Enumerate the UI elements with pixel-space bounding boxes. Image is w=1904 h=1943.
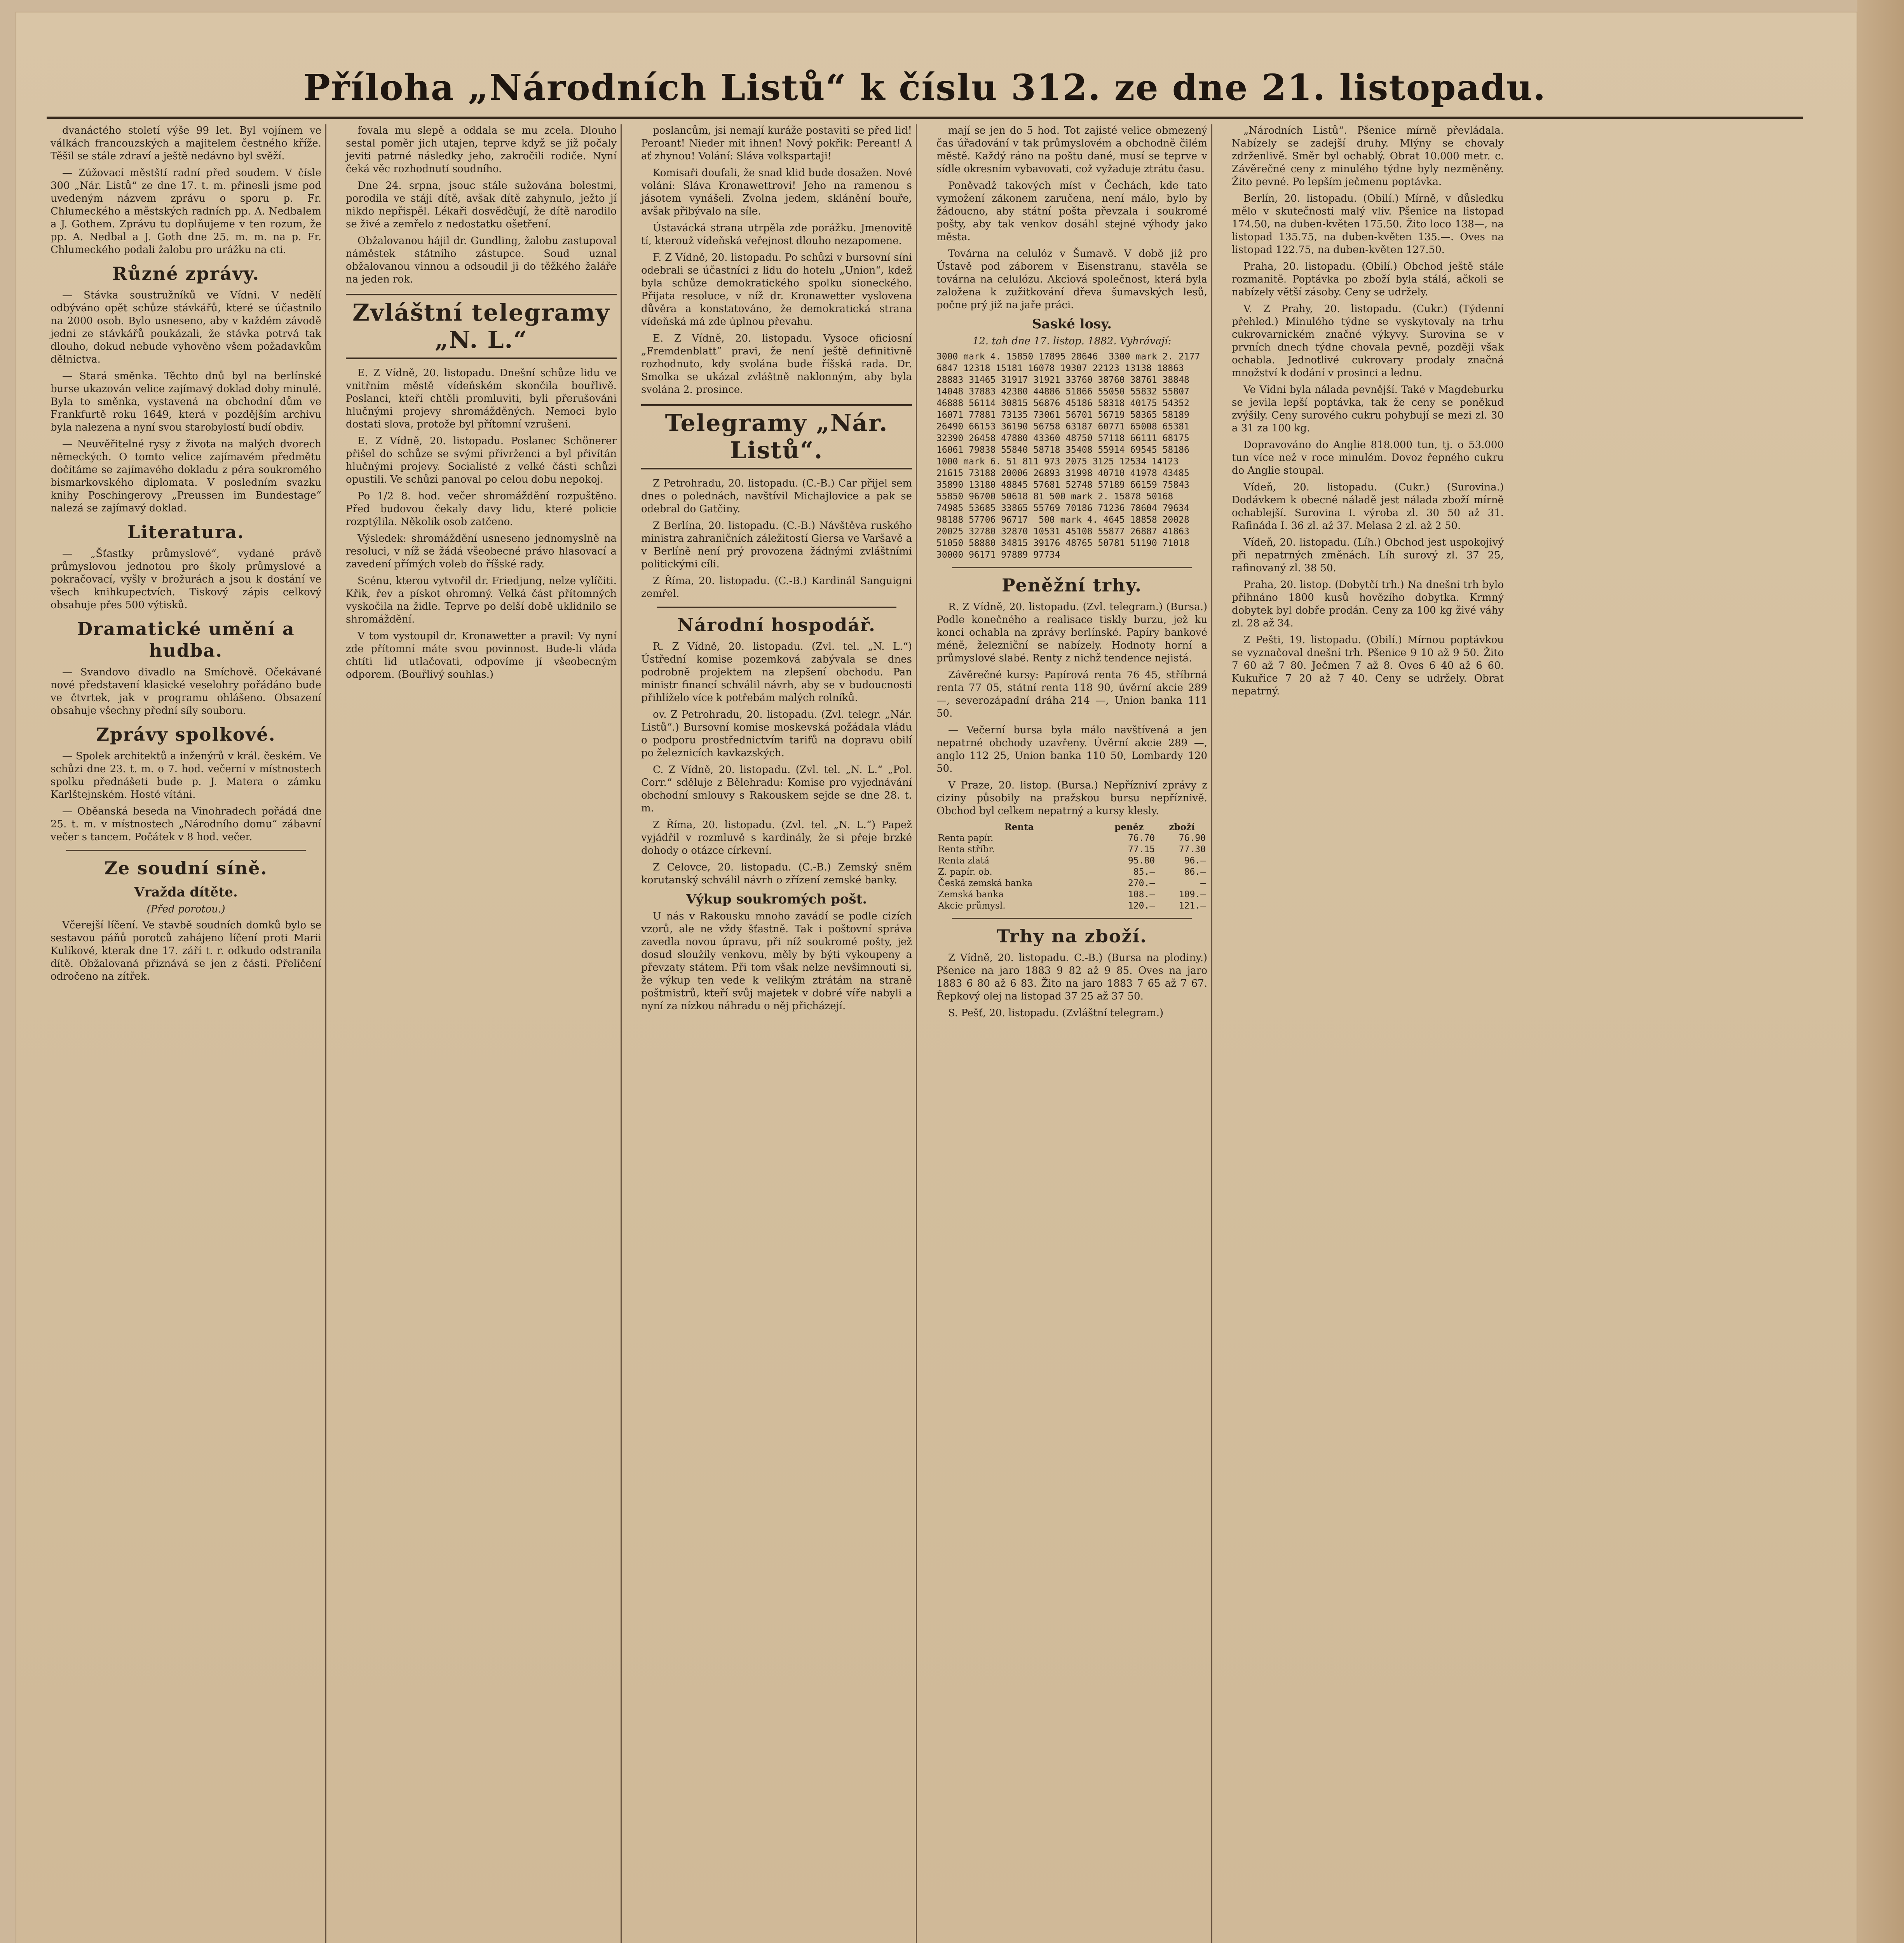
article-paragraph: Z Pešti, 19. listopadu. (Obilí.) Mírnou poptávkou se vyznačoval dnešní trh. Pšenice 9 10 až 9 50. Žito 7 60 až 7 80. Ječmen 7 až 8. Oves 6 40 až 6 60. Kukuřice 7 20 až 7 40. Ceny se udržely. Obrat nepatrný. (1232, 634, 1504, 697)
article-paragraph: Závěrečné kursy: Papírová renta 76 45, stříbrná renta 77 05, státní renta 118 90, úvěrní akcie 289 —, severozápadní dráha 214 —, Union banka 111 50. (936, 669, 1207, 719)
article-paragraph: Z Celovce, 20. listopadu. (C.-B.) Zemský sněm korutanský schválil návrh o zřízení zemské banky. (641, 862, 912, 886)
table-cell: Akcie průmysl. (938, 901, 1006, 911)
table-cell: Renta papír. (938, 833, 994, 843)
section-heading: Trhy na zboží. (996, 926, 1147, 947)
article-paragraph: Dopravováno do Anglie 818.000 tun, tj. o 53.000 tun více než v roce minulém. Dovoz řepného cukru do Anglie stoupal. (1232, 439, 1504, 476)
article-paragraph: Ústavácká strana utrpěla zde porážku. Jmenovitě tí, kterouž vídeňská veřejnost dlouho nezapomene. (641, 222, 912, 247)
article-paragraph: — Neuvěřitelné rysy z života na malých dvorech německých. O tomto velice zajímavém předmětu dočítáme se zajímavého dokladu z péra soukromého bismarkovského diplomata. V posledním svazku knihy Poschingerovy „Preussen im Bundestage“ nalezá se zajímavý doklad. (51, 438, 321, 514)
section-divider (657, 607, 896, 608)
article-paragraph: F. Z Vídně, 20. listopadu. Po schůzi v bursovní síni odebrali se účastníci z lidu do hotelu „Union“, kdež byla schůze demokratického spolku sioneckého. Přijata resoluce, v níž dr. Kronawetter vyslovena důvěra a konstatováno, že demokratická strana vídeňská má zde úplnou převahu. (641, 252, 912, 328)
table-cell: Zemská banka (938, 890, 1004, 900)
table-cell: 121.— (1179, 901, 1206, 911)
table-row (936, 833, 1207, 844)
article-paragraph: Továrna na celulóz v Šumavě. V době již pro Ústavě pod záborem v Eisenstranu, stavěla se továrna na celulózu. Akciová společnost, která byla založena k zužitkování dřeva šumavských lesů, počne prý již na jaře práci. (936, 248, 1207, 311)
table-cell: 86.— (1184, 867, 1206, 877)
article-paragraph: — Stávka soustružníků ve Vídni. V nedělí odbýváno opět schůze stávkářů, které se účastnilo na 2000 osob. Bylo usneseno, aby v každém závodě jedni ze stávkářů poukázali, že stávka potrvá tak dlouho, dokud nebude vyhověno všem požadavkům dělnictva. (51, 290, 321, 365)
table-cell: Renta stříbr. (938, 844, 995, 855)
masthead-title: Příloha „Národních Listů“ k číslu 312. ze dne 21. listopadu. (303, 66, 1547, 108)
section-heading: Telegramy „Nár. Listů“. (641, 404, 912, 469)
article-title: Saské losy. (1032, 316, 1112, 332)
table-row (936, 844, 1207, 855)
table-header-cell: peněz (1114, 822, 1144, 832)
article-paragraph: — Stará směnka. Těchto dnů byl na berlínské burse ukazován velice zajímavý doklad doby minulé. Byla to směnka, vystavená na obchodní dům ve Frankfurtě roku 1649, která v pozdějším archivu byla nalezena a nyní svou starobylostí budí obdiv. (51, 370, 321, 433)
article-paragraph: Výsledek: shromáždění usneseno jednomyslně na resoluci, v níž se žádá všeobecné právo hlasovací a zavedení přímých voleb do říšské rady. (346, 533, 617, 570)
masthead (47, 58, 1803, 119)
article-paragraph: — Spolek architektů a inženýrů v král. českém. Ve schůzi dne 23. t. m. o 7. hod. večerní v místnostech spolku přednášeti bude p. J. Matera o zámku Karlštejnském. Hosté vítáni. (51, 750, 321, 801)
article-paragraph: — Svandovo divadlo na Smíchově. Očekávané nové představení klasické veselohry pořádáno bude ve čtvrtek, jak v programu ohlášeno. Obsazení obsahuje všechny přední síly souboru. (51, 666, 321, 717)
article-paragraph: V tom vystoupil dr. Kronawetter a pravil: Vy nyní zde přítomní máte svou povinnost. Bude-li vláda chtíti lid utlačovati, odpovíme jí všeobecným odporem. (Bouřlivý souhlas.) (346, 630, 617, 680)
table-cell: 95.80 (1128, 856, 1155, 866)
article-subtitle: 12. tah dne 17. listop. 1882. Vyhrávají: (972, 335, 1172, 347)
section-heading: Ze soudní síně. (104, 858, 268, 879)
table-cell: 108.— (1128, 890, 1155, 900)
article-paragraph: Scénu, kterou vytvořil dr. Friedjung, nelze vylíčiti. Křik, řev a pískot ohromný. Velká část přítomných vyskočila na židle. Teprve po delší době uklidnilo se shromáždění. (346, 575, 617, 625)
article-paragraph: U nás v Rakousku mnoho zavádí se podle cizích vzorů, ale ne vždy šťastně. Tak i poštovní správa zavedla novou úpravu, při níž soukromé pošty, jež dosud sloužily venkovu, měly by býti vykoupeny a převzaty státem. Při tom však nelze nevšimnouti si, že výkup ten vede k velikým ztrátám na straně poštmistrů, kteří svůj majetek v dobré víře nabyli a nyní za nízkou náhradu o něj přicházejí. (641, 910, 912, 1012)
table-cell: 76.70 (1128, 833, 1155, 843)
article-paragraph: Ve Vídni byla nálada pevnější. Také v Magdeburku se jevila lepší poptávka, tak že ceny se poněkud zvýšily. Ceny surového cukru pohybují se mezi zl. 30 a 31 za 100 kg. (1232, 384, 1504, 434)
page-edge-shadow (1857, 0, 1904, 1943)
article-paragraph: ov. Z Petrohradu, 20. listopadu. (Zvl. telegr. „Nár. Listů“.) Bursovní komise moskevská požádala vládu o podporu prostřednictvím tarifů na dopravu obilí po železnicích kavkazských. (641, 709, 912, 759)
article-title: Výkup soukromých pošt. (686, 891, 867, 907)
section-heading: Národní hospodář. (677, 614, 876, 635)
article-paragraph: Včerejší líčení. Ve stavbě soudních domků bylo se sestavou páňů porotců zahájeno líčení proti Marii Kulíkové, kterak dne 17. září t. r. odkudo odstranila dítě. Obžalovaná přiznává se jen z části. Přelíčení odročeno na zítřek. (51, 919, 321, 982)
section-divider (66, 850, 306, 851)
article-paragraph: Z Říma, 20. listopadu. (C.-B.) Kardinál Sanguigni zemřel. (641, 575, 912, 600)
article-paragraph: C. Z Vídně, 20. listopadu. (Zvl. tel. „N. L.“ „Pol. Corr.“ sděluje z Bělehradu: Komise pro vyjednávání obchodní smlouvy s Rakouskem sejde se dne 28. t. m. (641, 764, 912, 814)
article-paragraph: E. Z Vídně, 20. listopadu. Vysoce oficiosní „Fremdenblatt“ pravi, že není ještě definitivně rozhodnuto, kdy svolána bude říšská rada. Dr. Smolka se ukázal zvláštně naklonným, aby byla svolána 2. prosince. (641, 333, 912, 396)
section-divider (952, 918, 1192, 919)
article-paragraph: Z Vídně, 20. listopadu. C.-B.) (Bursa na plodiny.) Pšenice na jaro 1883 9 82 až 9 85. Oves na jaro 1883 6 80 až 6 83. Žito na jaro 1883 7 65 až 7 67. Řepkový olej na listopad 37 25 až 37 50. (936, 952, 1207, 1002)
article-paragraph: S. Pešť, 20. listopadu. (Zvláštní telegram.) (948, 1007, 1164, 1019)
table-cell: 77.15 (1128, 844, 1155, 855)
article-paragraph: E. Z Vídně, 20. listopadu. Poslanec Schönerer přišel do schůze se svými přívrženci a byl přivítán hlučnými projevy. Socialisté z velké části schůzi opustili. Ve schůzi panoval po celou dobu nepokoj. (346, 435, 617, 485)
section-heading: Zprávy spolkové. (96, 724, 276, 745)
bursa-table (936, 822, 1207, 912)
article-title: Vražda dítěte. (134, 884, 238, 900)
article-paragraph: Praha, 20. listop. (Dobytčí trh.) Na dnešní trh bylo přihnáno 1800 kusů hovězího dobytka. Krmný dobytek byl dobře prodán. Ceny za 100 kg živé váhy zl. 28 až 34. (1232, 579, 1504, 629)
table-cell: — (1200, 878, 1206, 888)
article-paragraph: — Oběanská beseda na Vinohradech pořádá dne 25. t. m. v místnostech „Národního domu“ zábavní večer s tancem. Počátek v 8 hod. večer. (51, 806, 321, 843)
section-heading: Různé zprávy. (112, 263, 260, 284)
article-paragraph: — „Šťastky průmyslové“, vydané právě průmyslovou jednotou pro školy průmyslové a pokračovací, vyšly v brožurách a jsou k dostání ve všech knihkupectvích. Tiskový zápis celkový obsahuje přes 500 výtisků. (51, 548, 321, 611)
section-heading: Zvláštní telegramy „N. L.“ (346, 294, 617, 359)
article-paragraph: — Zúžovací městští radní před soudem. V čísle 300 „Nár. Listů“ ze dne 17. t. m. přinesli jsme pod uvedeným názvem zprávu o sporu p. Fr. Chlumeckého a městských radních pp. A. Nedbalem a J. Gothem. Zprávu tu doplňujeme v ten rozum, že pp. A. Nedbal a J. Goth dne 25. m. m. na p. Fr. Chlumeckého podali žalobu pro urážku na cti. (51, 167, 321, 256)
article-paragraph: Vídeň, 20. listopadu. (Líh.) Obchod jest uspokojivý při nepatrných změnách. Líh surový zl. 37 25, rafinovaný zl. 38 50. (1232, 537, 1504, 574)
article-paragraph: Poněvadž takových míst v Čechách, kde tato vymožení zákonem zaručena, není málo, bylo by žádoucno, aby státní pošta převzala i soukromé pošty, aby tak venkov dosáhl stejné výhody jako města. (936, 180, 1207, 243)
article-paragraph: Obžalovanou hájil dr. Gundling, žalobu zastupoval náměstek státního zástupce. Soud uznal obžalovanou vinnou a odsoudil ji do těžkého žaláře na jeden rok. (346, 235, 617, 285)
table-header-cell: Renta (1004, 822, 1034, 832)
column-3 (637, 124, 917, 1943)
column-5 (1228, 124, 1508, 1943)
table-row (936, 889, 1207, 900)
article-paragraph: — Večerní bursa byla málo navštívená a jen nepatrné obchody uzavřeny. Úvěrní akcie 289 —, anglo 112 25, Union banka 110 50, Lombardy 120 50. (936, 724, 1207, 774)
article-paragraph: poslancům, jsi nemají kuráže postaviti se před lid! Peroant! Nieder mit ihnen! Nový pokřik: Pereant! A ať zhynou! Volání: Sláva volkspartaji! (641, 125, 912, 162)
article-paragraph: Dne 24. srpna, jsouc stále sužována bolestmi, porodila ve stáji dítě, avšak dítě zahynulo, ježto jí nikdo nepřispěl. Lékaři dosvědčují, že dítě narodilo se živé a zemřelo z nedostatku ošetření. (346, 180, 617, 230)
table-cell: 270.— (1128, 878, 1155, 888)
table-cell: 109.— (1179, 890, 1206, 900)
article-paragraph: Po 1/2 8. hod. večer shromáždění rozpuštěno. Před budovou čekaly davy lidu, které policie rozptýlila. Několik osob zatčeno. (346, 490, 617, 528)
article-paragraph: Vídeň, 20. listopadu. (Cukr.) (Surovina.) Dodávkem k obecné náladě jest nálada zboží mírně ochablejší. Surovina I. výroba zl. 30 50 až 31. Rafináda I. 36 zl. až 37. Melasa 2 zl. až 2 50. (1232, 481, 1504, 532)
columns (47, 124, 1803, 1943)
table-cell: Z. papír. ob. (938, 867, 992, 877)
column-4 (933, 124, 1212, 1943)
table-cell: Česká zemská banka (938, 878, 1033, 888)
article-paragraph: V Praze, 20. listop. (Bursa.) Nepřízniví zprávy z ciziny působily na pražskou bursu nepříznivě. Obchod byl celkem nepatrný a kursy klesly. (936, 780, 1207, 817)
article-subtitle: (Před porotou.) (146, 903, 225, 915)
section-heading: Peněžní trhy. (1002, 575, 1142, 596)
table-cell: Renta zlatá (938, 856, 990, 866)
article-paragraph: R. Z Vídně, 20. listopadu. (Zvl. tel. „N. L.“) Ústřední komise pozemková zabývala se dnes podrobně projektem na zlepšení obchodu. Pan ministr financí schválil návrh, aby se v budoucnosti přihlíželo více k potřebám malých rolníků. (641, 641, 912, 704)
article-paragraph: „Národních Listů“. Pšenice mírně převládala. Nabízely se zadejší druhy. Mlýny se chovaly zdrženlivě. Směr byl ochablý. Obrat 10.000 metr. c. Závěrečné ceny z minulého týdne byly nezměněny. Žito pevné. Po lepším ječmenu poptávka. (1232, 125, 1504, 188)
article-paragraph: Praha, 20. listopadu. (Obilí.) Obchod ještě stále rozmanitě. Poptávka po zboží byla stálá, ačkoli se nabízely větší zásoby. Ceny se udržely. (1232, 261, 1504, 298)
lottery-numbers: 3000 mark 4. 15850 17895 28646 3300 mark 2. 2177 6847 12318 15181 16078 19307 22123 13138 18863 28883 31465 31917 31921 33760 38760 38761 38848 14048 37883 42380 44886 51866 55050 55832 55807 46888 56114 30815 56876 45186 58318 40175 54352 16071 77881 73135 73061 56701 56719 58365 58189 26490 66153 36190 56758 63187 60771 65008 65381 32390 26458 47880 43360 48750 57118 66111 68175 16061 79838 55840 58718 35408 55914 69545 58186 1000 mark 6. 51 811 973 2075 3125 12534 14123 21615 73188 20006 26893 31998 40710 41978 43485 35890 13180 48845 57681 52748 57189 66159 75843 55850 96700 50618 81 500 mark 2. 15878 50168 74985 53685 33865 55769 70186 71236 78604 79634 98188 57706 96717 500 mark 4. 4645 18858 20028 20025 32780 32870 10531 45108 55877 26887 41863 51050 58880 34815 39176 48765 50781 51190 71018 30000 96171 97889 97734 (936, 352, 1200, 560)
table-header-row (936, 822, 1207, 833)
article-paragraph: Z Říma, 20. listopadu. (Zvl. tel. „N. L.“) Papež vyjádřil v rozmluvě s kardinály, že si přeje brzké dohody o otázce církevní. (641, 819, 912, 856)
article-paragraph: Berlín, 20. listopadu. (Obilí.) Mírně, v důsledku mělo v skutečnosti malý vliv. Pšenice na listopad 174.50, na duben-květen 175.50. Žito loco 138—, na listopad 135.75, na duben-květen 135.—. Oves na listopad 122.75, na duben-květen 127.50. (1232, 193, 1504, 256)
article-paragraph: R. Z Vídně, 20. listopadu. (Zvl. telegram.) (Bursa.) Podle konečného a realisace tiskly burzu, jež ku konci ochabla na zprávy berlínské. Papíry bankové méně, železniční se nabízely. Hodnoty horní a průmyslové slabé. Renty z nichž tendence nejistá. (936, 601, 1207, 664)
table-cell: 85.— (1133, 867, 1155, 877)
column-2 (342, 124, 622, 1943)
table-row (936, 855, 1207, 867)
article-paragraph: dvanáctého století výše 99 let. Byl vojínem ve válkách francouzských a majitelem čestného kříže. Těšil se stále zdraví a ještě nedávno byl svěží. (51, 125, 321, 162)
table-header-cell: zboží (1169, 822, 1195, 832)
article-paragraph: E. Z Vídně, 20. listopadu. Dnešní schůze lidu ve vnitřním městě vídeňském skončila bouřlivě. Poslanci, kteří chtěli promluviti, byli přerušováni hlučnými projevy shromážděných. Nemoci bylo dostati slova, protože byl přítomní vzrušeni. (346, 367, 617, 430)
article-paragraph: fovala mu slepě a oddala se mu zcela. Dlouho sestal poměr jich utajen, teprve když se již počaly jeviti patrné následky jeho, zakročili rodiče. Nyní čeká věc rozhodnutí soudního. (346, 125, 617, 175)
table-row (936, 878, 1207, 889)
column-1 (47, 124, 326, 1943)
section-heading: Literatura. (127, 522, 245, 542)
table-cell: 76.90 (1179, 833, 1206, 843)
article-paragraph: mají se jen do 5 hod. Tot zajisté velice obmezený čas úřadování v tak průmyslovém a obchodně čilém městě. Každý ráno na poštu dané, musí se teprve v sídle okresním vybavovati, což vyžaduje ztrátu času. (936, 125, 1207, 175)
section-heading: Dramatické umění a hudba. (77, 618, 295, 661)
table-row (936, 900, 1207, 912)
section-divider (952, 567, 1192, 568)
table-cell: 96.— (1184, 856, 1206, 866)
table-cell: 120.— (1128, 901, 1155, 911)
article-paragraph: Z Petrohradu, 20. listopadu. (C.-B.) Car přijel sem dnes o polednách, navštívil Michajlovice a pak se odebral do Gatčiny. (641, 478, 912, 515)
table-row (936, 867, 1207, 878)
table-cell: 77.30 (1179, 844, 1206, 855)
article-paragraph: Z Berlína, 20. listopadu. (C.-B.) Návštěva ruského ministra zahraničních záležitostí Giersa ve Varšavě a v Berlíně není prý provozena žádnými zvláštními politickými cíli. (641, 520, 912, 570)
article-paragraph: Komisaři doufali, že snad klid bude dosažen. Nové volání: Sláva Kronawettrovi! Jeho na ramenou s jásotem vynášeli. Zvolna jedem, sklánění bouře, avšak přibývalo na síle. (641, 167, 912, 217)
article-paragraph: V. Z Prahy, 20. listopadu. (Cukr.) (Týdenní přehled.) Minulého týdne se vyskytovaly na trhu cukrovarnickém značné výkyvy. Surovina se v prvních dnech týdne chovala pevně, později však ochabla. Jednotlivé cukrovary prodaly značná množství k dodání v prosinci a lednu. (1232, 303, 1504, 379)
